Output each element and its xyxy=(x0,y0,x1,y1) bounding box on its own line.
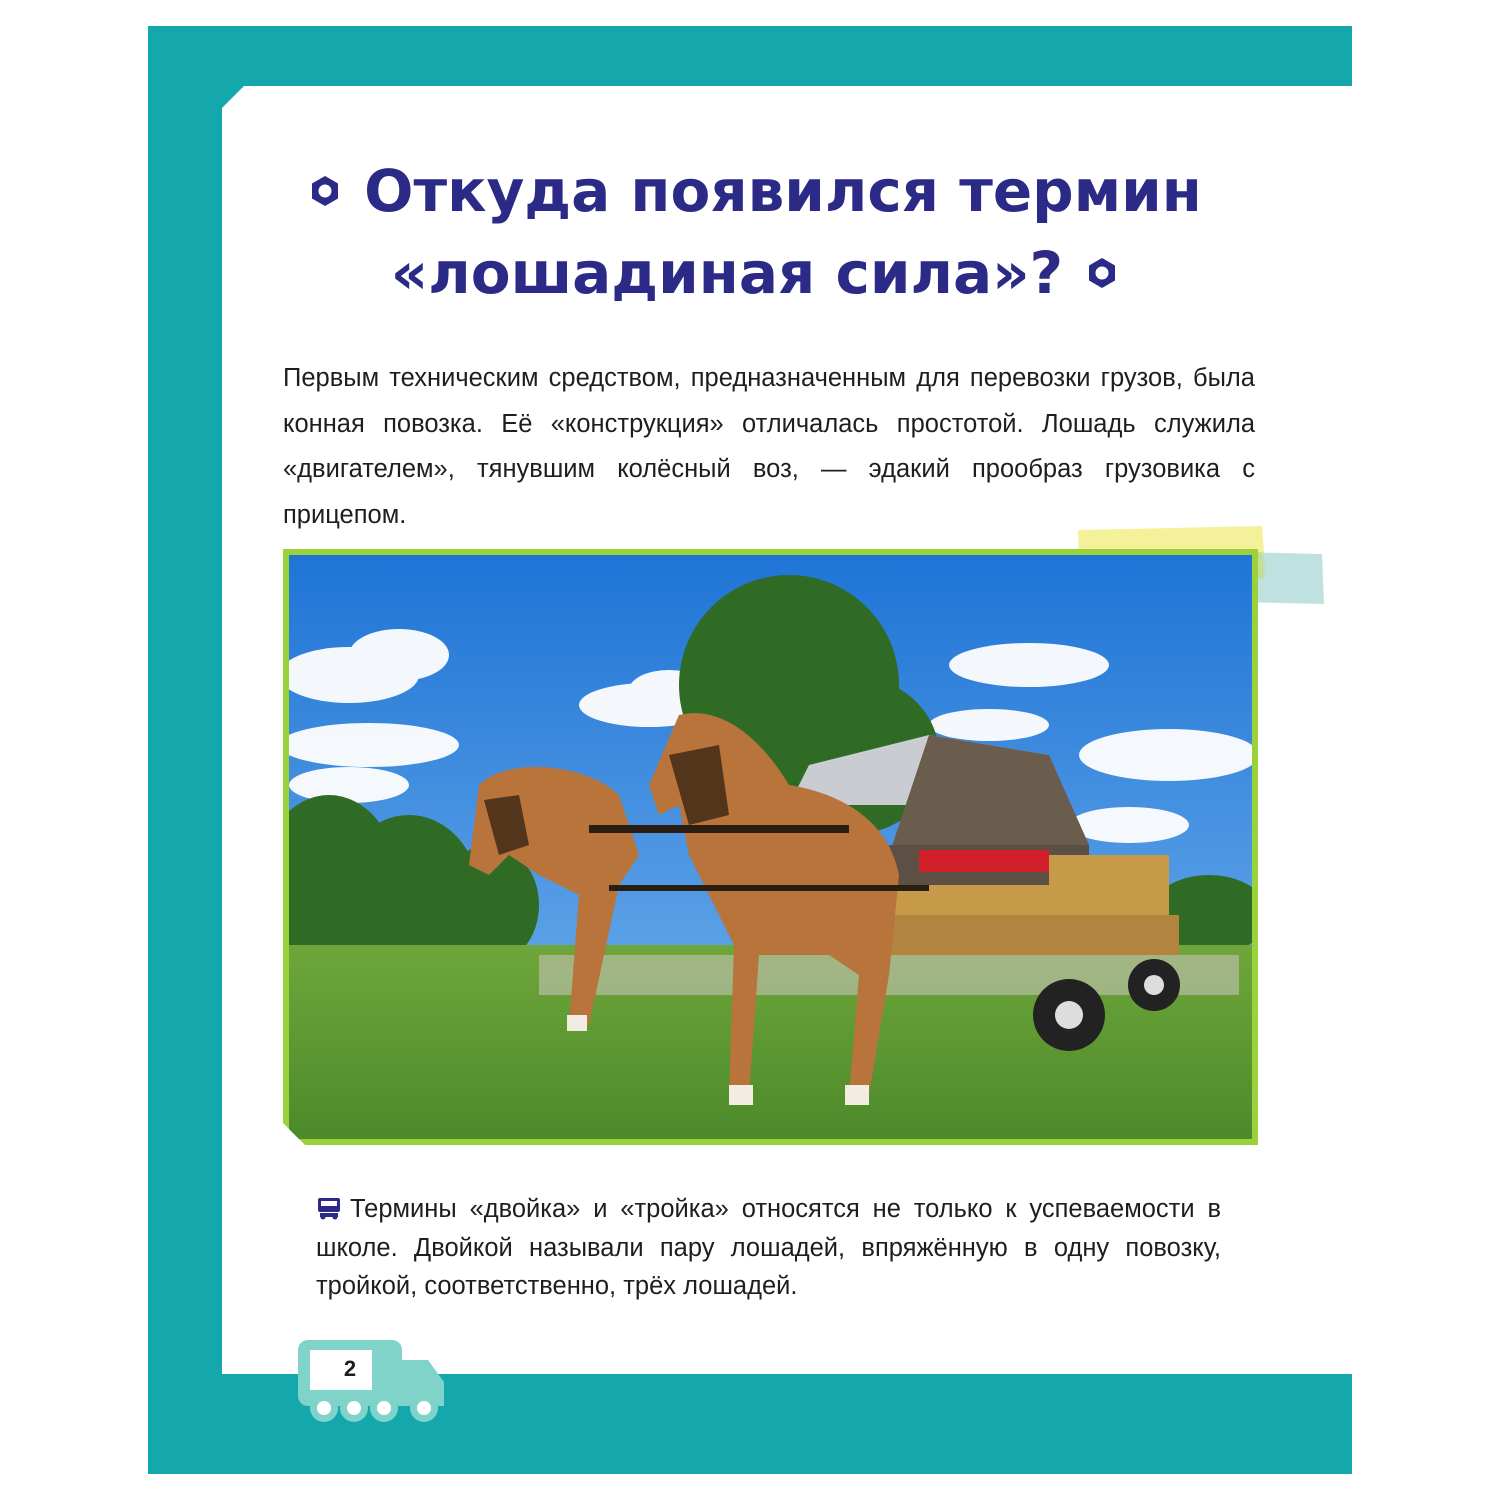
title-line-2 xyxy=(240,232,1270,314)
note-paragraph xyxy=(316,1190,1221,1306)
title-line-1 xyxy=(240,150,1270,232)
title-text-2: «лошадиная сила»? xyxy=(390,239,1064,307)
horse-wagon-photo xyxy=(283,549,1258,1145)
page-number: 2 xyxy=(343,1356,357,1381)
truck-note-icon xyxy=(316,1196,342,1220)
page-truck-icon xyxy=(298,1340,448,1424)
photo-illustration xyxy=(289,555,1252,1139)
bolt-icon xyxy=(1085,256,1119,290)
page-title xyxy=(240,150,1270,314)
note-text: Термины «двойка» и «тройка» относятся не только к успеваемости в школе. Двойкой называли пару лошадей, впряжённую в одну повозку, тройкой, соответственно, трёх лошадей. xyxy=(316,1195,1221,1300)
intro-paragraph: Первым техническим средством, предназначенным для перевозки грузов, была конная повозка. Её «конструкция» отличалась простотой. Лошадь служила «двигателем», тянувшим колёсный воз, — эдакий прообраз грузовика с прицепом. xyxy=(283,364,1255,529)
title-text-1: Откуда появился термин xyxy=(364,157,1202,225)
bolt-icon xyxy=(308,174,342,208)
